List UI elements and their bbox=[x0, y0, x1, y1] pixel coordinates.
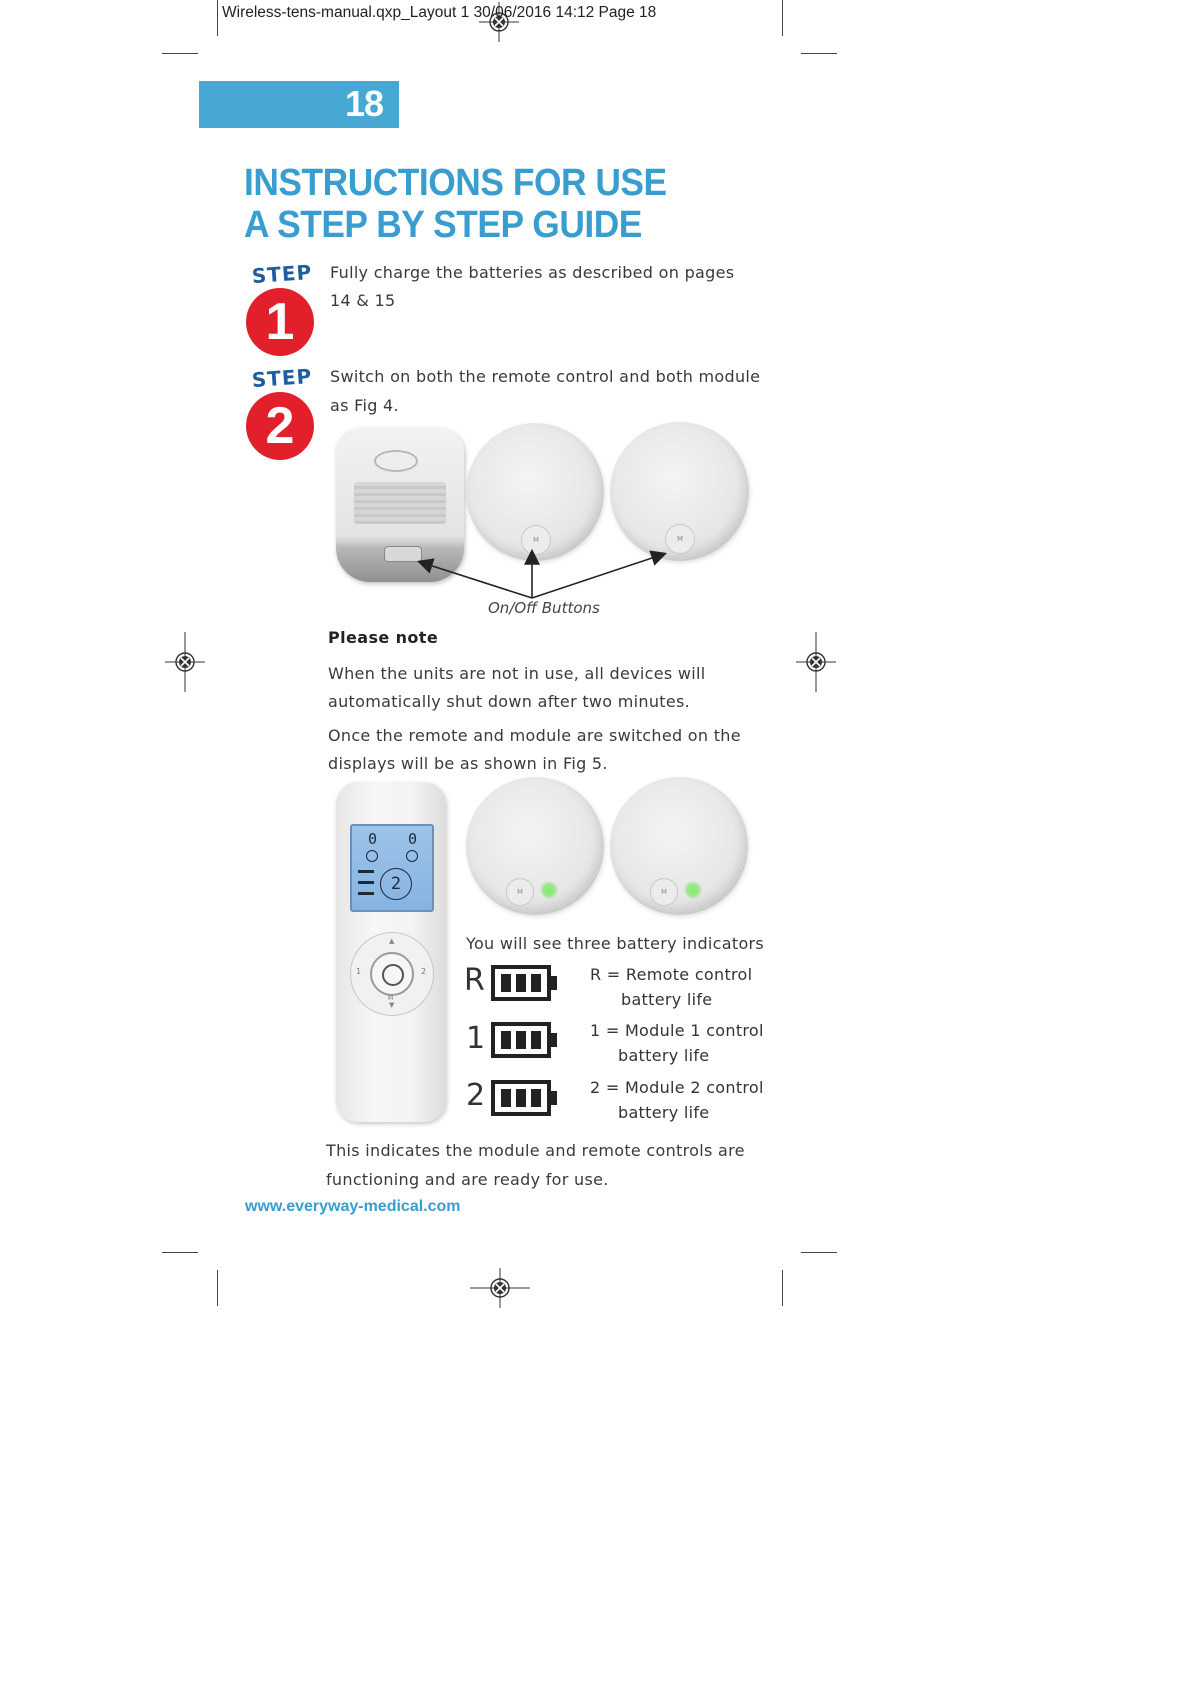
step-1-word: STEP bbox=[251, 259, 313, 289]
remote-keypad-ring bbox=[374, 450, 418, 472]
lcd-digit-2: 0 bbox=[408, 830, 418, 848]
note-para-2-line-1: Once the remote and module are switched on the bbox=[328, 726, 741, 745]
lcd-digit-1: 0 bbox=[368, 830, 378, 848]
keypad-up-icon: ▲ bbox=[389, 937, 395, 945]
remote-lcd bbox=[350, 824, 434, 912]
note-para-1-line-2: automatically shut down after two minutes. bbox=[328, 692, 691, 711]
battery-desc-1 bbox=[590, 1018, 764, 1068]
step-2-badge bbox=[246, 363, 318, 460]
crop-mark-right-bottom bbox=[801, 1252, 837, 1253]
keypad-ring bbox=[370, 952, 414, 996]
lcd-channel-2-icon bbox=[406, 850, 418, 862]
battery-desc-2-line-1: 2 = Module 2 control bbox=[590, 1078, 764, 1097]
note-para-2-line-2: displays will be as shown in Fig 5. bbox=[328, 754, 608, 773]
battery-label-r: R bbox=[464, 963, 485, 998]
remote-keypad bbox=[350, 932, 434, 1016]
battery-desc-2 bbox=[590, 1075, 764, 1125]
module-1-fig5-led-icon bbox=[540, 881, 558, 899]
keypad-right-label: 2 bbox=[421, 967, 427, 976]
step-1-number: 1 bbox=[246, 288, 314, 356]
closing-line-1: This indicates the module and remote controls are bbox=[326, 1141, 745, 1160]
step-2-text-line-2: as Fig 4. bbox=[330, 396, 399, 415]
module-1-fig5 bbox=[466, 777, 604, 915]
battery-desc-1-line-1: 1 = Module 1 control bbox=[590, 1021, 764, 1040]
closing-line-2: functioning and are ready for use. bbox=[326, 1170, 609, 1189]
keypad-left-label: 1 bbox=[356, 967, 362, 976]
remote-screen-window bbox=[354, 482, 446, 524]
page-title bbox=[244, 162, 667, 246]
page-title-line-2: A STEP BY STEP GUIDE bbox=[244, 204, 642, 246]
keypad-down-icon: ▼ bbox=[389, 1001, 395, 1009]
website-url: www.everyway-medical.com bbox=[245, 1198, 461, 1215]
battery-desc-1-line-2: battery life bbox=[618, 1046, 710, 1065]
module-2-fig5-button: M bbox=[650, 878, 678, 906]
note-para-1-line-1: When the units are not in use, all devices will bbox=[328, 664, 706, 683]
battery-desc-r-line-2: battery life bbox=[621, 990, 713, 1009]
module-1-fig5-button: M bbox=[506, 878, 534, 906]
registration-mark-bottom-icon bbox=[470, 1268, 530, 1308]
crop-mark-right-top bbox=[801, 53, 837, 54]
step-2-word: STEP bbox=[251, 363, 313, 393]
page-number-tab bbox=[199, 81, 399, 128]
battery-desc-2-line-2: battery life bbox=[618, 1103, 710, 1122]
page-title-line-1: INSTRUCTIONS FOR USE bbox=[244, 162, 667, 204]
crop-mark-left-top bbox=[162, 53, 198, 54]
battery-desc-r-line-1: R = Remote control bbox=[590, 965, 753, 984]
lcd-center-circle bbox=[380, 868, 412, 900]
lcd-battery-bars-icon bbox=[358, 870, 374, 900]
step-1-badge bbox=[246, 259, 318, 356]
lcd-center-digit: 2 bbox=[390, 874, 402, 894]
registration-mark-right-icon bbox=[796, 632, 836, 692]
step-2-text-line-1: Switch on both the remote control and both module bbox=[330, 367, 761, 386]
battery-full-icon-r bbox=[491, 964, 561, 1002]
print-slug: Wireless-tens-manual.qxp_Layout 1 30/06/2016 14:12 Page 18 bbox=[222, 4, 657, 21]
registration-mark-left-icon bbox=[165, 632, 205, 692]
module-1-fig4-button: M bbox=[521, 525, 551, 555]
lcd-channel-1-icon bbox=[366, 850, 378, 862]
battery-label-2: 2 bbox=[466, 1078, 486, 1113]
battery-full-icon-1 bbox=[491, 1021, 561, 1059]
battery-full-icon-2 bbox=[491, 1079, 561, 1117]
step-1-text: Fully charge the batteries as described on pages 14 & 15 bbox=[330, 263, 735, 310]
battery-desc-r bbox=[590, 962, 752, 1012]
keypad-center-label: M bbox=[388, 995, 394, 1002]
crop-mark-bottom-right bbox=[782, 1270, 783, 1306]
module-2-fig5-led-icon bbox=[684, 881, 702, 899]
module-2-fig5 bbox=[610, 777, 748, 915]
step-2-number: 2 bbox=[246, 392, 314, 460]
keypad-center-button bbox=[382, 964, 404, 986]
note-heading: Please note bbox=[328, 628, 439, 647]
page-number: 18 bbox=[344, 83, 383, 124]
battery-intro: You will see three battery indicators bbox=[466, 934, 765, 953]
module-2-fig4-button: M bbox=[665, 524, 695, 554]
crop-mark-bottom-left bbox=[217, 1270, 218, 1306]
fig4-caption: On/Off Buttons bbox=[488, 599, 600, 617]
remote-control-front bbox=[336, 782, 446, 1122]
crop-mark-top-left bbox=[217, 0, 218, 36]
crop-mark-top-right bbox=[782, 0, 783, 36]
battery-label-1: 1 bbox=[466, 1021, 486, 1056]
crop-mark-left-bottom bbox=[162, 1252, 198, 1253]
